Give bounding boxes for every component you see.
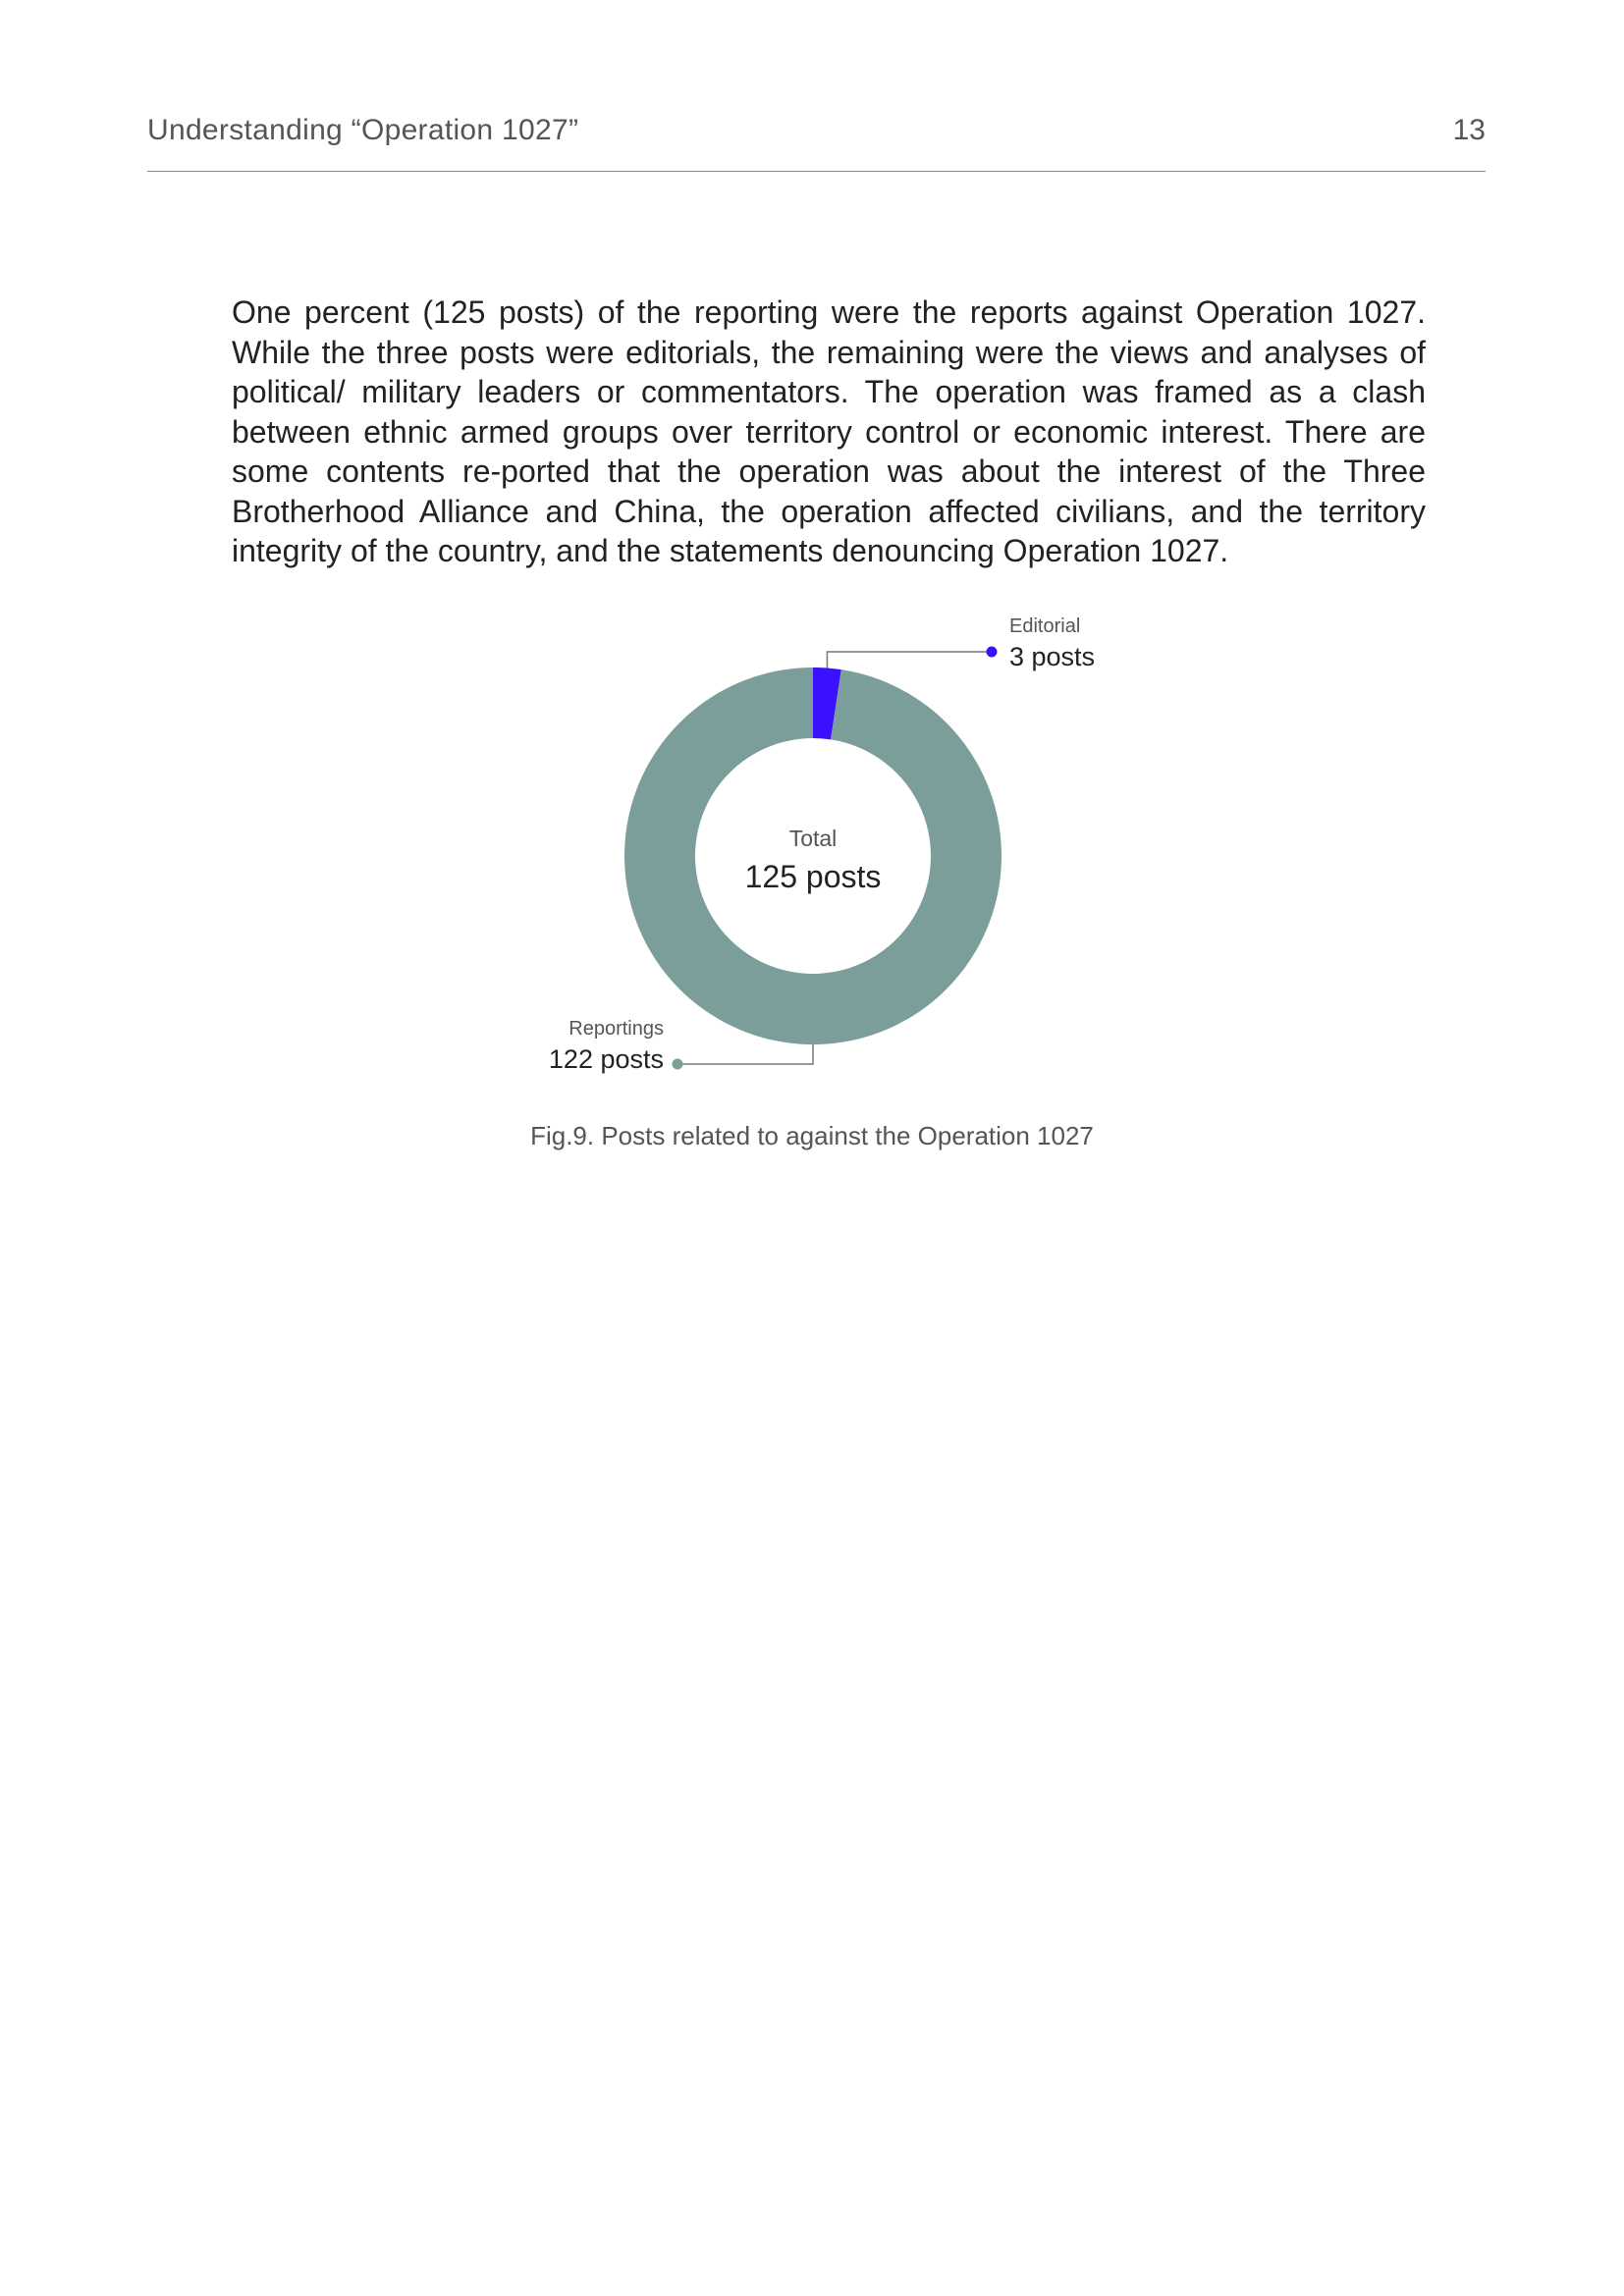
reportings-value-label: 122 posts (548, 1044, 664, 1074)
reportings-dot (673, 1059, 683, 1070)
editorial-name: Editorial (1009, 615, 1081, 637)
reportings-leader-line (677, 1044, 813, 1064)
body-paragraph: One percent (125 posts) of the reporting were the reports against Operation 1027. While the three posts were editorials, the remaining were the views and analyses of political/ military leaders or commentators. The operation was framed as a clash between ethnic armed groups over territory control or economic interest. There are some contents re-ported that the operation was about the interest of the Three Brotherhood Alliance and China, the operation affected civilians, and the territory integrity of the country, and the statements denouncing Operation 1027. (232, 294, 1426, 568)
page-number: 13 (1452, 114, 1486, 146)
figure-caption: Fig.9. Posts related to against the Operation 1027 (530, 1121, 1094, 1150)
editorial-value-label: 3 posts (1009, 642, 1096, 671)
center-value: 125 posts (744, 859, 882, 894)
reportings-name: Reportings (568, 1018, 664, 1040)
header-title: Understanding “Operation 1027” (147, 114, 579, 146)
center-label: Total (788, 826, 838, 851)
slice-reportings (624, 667, 1001, 1044)
editorial-dot (987, 647, 998, 658)
editorial-callout (827, 615, 1095, 671)
editorial-leader-line (827, 652, 992, 668)
donut-slices (624, 667, 1001, 1044)
